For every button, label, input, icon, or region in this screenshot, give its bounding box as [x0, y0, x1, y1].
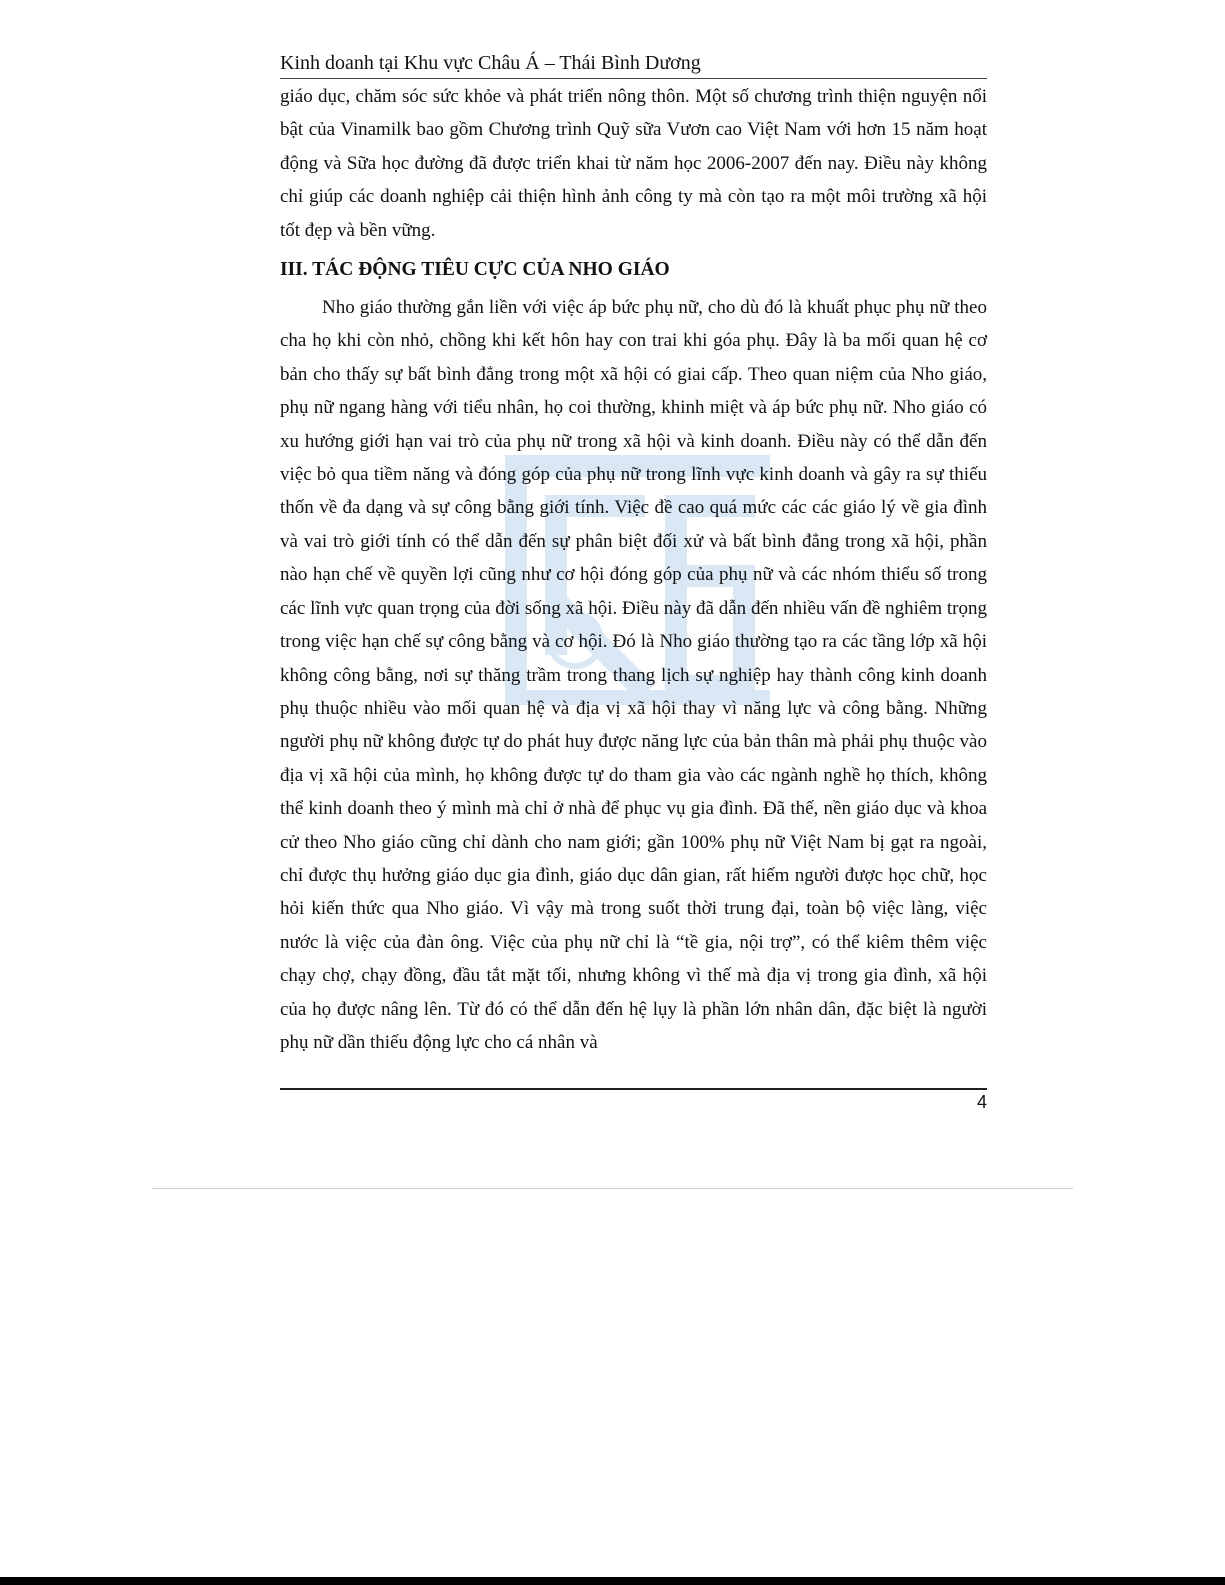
page-number: 4 [976, 1092, 987, 1112]
section-paragraph: Nho giáo thường gắn liền với việc áp bức phụ nữ, cho dù đó là khuất phục phụ nữ theo cha họ khi còn nhỏ, chồng khi kết hôn hay con trai khi góa phụ. Đây là ba mối quan hệ cơ bản cho thấy sự bất bình đẳng trong một xã hội có giai cấp. Theo quan niệm của Nho giáo, phụ nữ ngang hàng với tiểu nhân, họ coi thường, khinh miệt và áp bức phụ nữ. Nho giáo có xu hướng giới hạn vai trò của phụ nữ trong xã hội và kinh doanh. Điều này có thể dẫn đến việc bỏ qua tiềm năng và đóng góp của phụ nữ trong lĩnh vực kinh doanh và gây ra sự thiếu thốn về đa dạng và sự công bằng giới tính. Việc đề cao quá mức các các giáo lý về gia đình và vai trò giới tính có thể dẫn đến sự phân biệt đối xử và bất bình đẳng trong xã hội, phần nào hạn chế về quyền lợi cũng như cơ hội đóng góp của phụ nữ và các nhóm thiểu số trong các lĩnh vực quan trọng của đời sống xã hội. Điều này đã dẫn đến nhiều vấn đề nghiêm trọng trong việc hạn chế sự công bằng và cơ hội. Đó là Nho giáo thường tạo ra các tầng lớp xã hội không công bằng, nơi sự thăng trầm trong thang lịch sự nghiệp hay thành công kinh doanh phụ thuộc nhiều vào mối quan hệ và địa vị xã hội thay vì năng lực và công bằng. Những người phụ nữ không được tự do phát huy được năng lực của bản thân mà phải phụ thuộc vào địa vị xã hội của mình, họ không được tự do tham gia vào các ngành nghề họ thích, không thể kinh doanh theo ý mình mà chỉ ở nhà để phục vụ gia đình. Đã thế, nền giáo dục và khoa cử theo Nho giáo cũng chỉ dành cho nam giới; gần 100% phụ nữ Việt Nam bị gạt ra ngoài, chỉ được thụ hưởng giáo dục gia đình, giáo dục dân gian, rất hiếm người được học chữ, học hỏi kiến thức qua Nho giáo. Vì vậy mà trong suốt thời trung đại, toàn bộ việc làng, việc nước là việc của đàn ông. Việc của phụ nữ chỉ là “tề gia, nội trợ”, có thể kiêm thêm việc chạy chợ, chạy đồng, đầu tắt mặt tối, nhưng không vì thế mà địa vị trong gia đình, xã hội của họ được nâng lên. Từ đó có thể dẫn đến hệ lụy là phần lớn nhân dân, đặc biệt là người phụ nữ dần thiếu động lực cho cá nhân và [280, 297, 987, 1053]
section-heading: III. TÁC ĐỘNG TIÊU CỰC CỦA NHO GIÁO [280, 259, 670, 281]
header-rule [280, 78, 987, 79]
page-separator [152, 1188, 1073, 1189]
viewer-bottom-edge [0, 1577, 1225, 1585]
intro-paragraph: giáo dục, chăm sóc sức khỏe và phát triển nông thôn. Một số chương trình thiện nguyện nổi bật của Vinamilk bao gồm Chương trình Quỹ sữa Vươn cao Việt Nam với hơn 15 năm hoạt động và Sữa học đường đã được triển khai từ năm học 2006-2007 đến nay. Điều này không chỉ giúp các doanh nghiệp cải thiện hình ảnh công ty mà còn tạo ra một môi trường xã hội tốt đẹp và bền vững. [280, 86, 987, 241]
running-header: Kinh doanh tại Khu vực Châu Á – Thái Bình Dương [280, 52, 701, 74]
page-content [280, 80, 987, 1059]
footer-rule [280, 1088, 987, 1090]
